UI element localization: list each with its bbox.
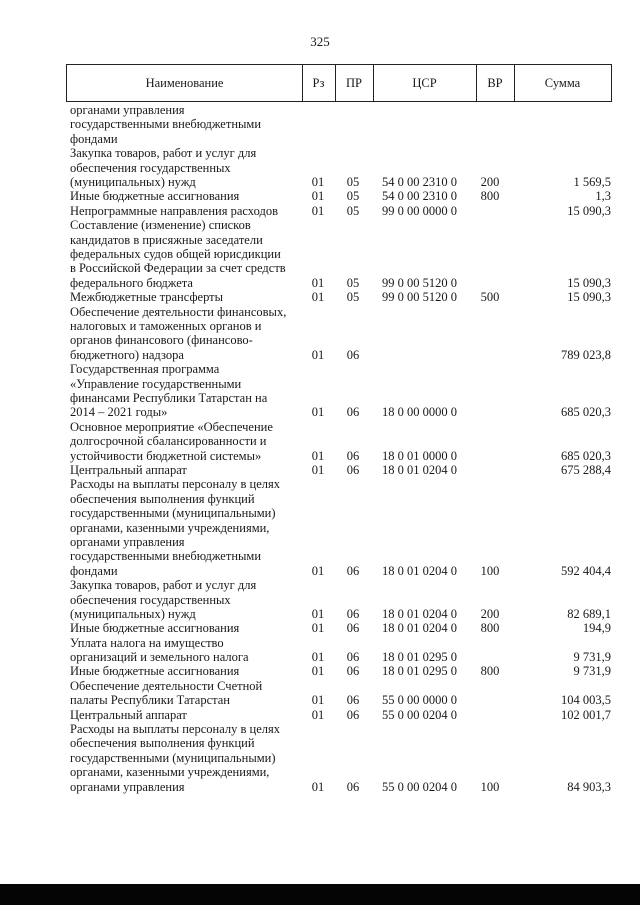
table-row xyxy=(0,420,640,463)
row-name-line: Центральный аппарат xyxy=(70,707,187,722)
table-row xyxy=(0,189,640,203)
row-name xyxy=(70,477,291,578)
row-pr: 06 xyxy=(346,650,360,665)
table-row xyxy=(0,146,640,189)
table-row xyxy=(0,477,640,578)
row-sum: 104 003,5 xyxy=(561,693,611,708)
row-pr: 06 xyxy=(346,693,360,708)
row-name-line: организаций и земельного налога xyxy=(70,650,249,665)
row-name-line: Непрограммные направления расходов xyxy=(70,203,278,218)
row-csr: 99 0 00 5120 0 xyxy=(382,290,457,305)
row-pr: 06 xyxy=(346,606,360,621)
row-name-line: налоговых и таможенных органов и xyxy=(70,318,262,333)
row-name xyxy=(70,218,291,290)
row-vr: 200 xyxy=(480,174,500,189)
table-row xyxy=(0,708,640,722)
row-name-line: Закупка товаров, работ и услуг для xyxy=(70,578,257,593)
header-rz: Рз xyxy=(302,65,336,101)
row-name-line: органами управления xyxy=(70,534,185,549)
row-name-line: фондами xyxy=(70,131,118,146)
row-rz: 01 xyxy=(311,290,325,305)
row-name-line: кандидатов в присяжные заседатели xyxy=(70,232,263,247)
row-name-line: Иные бюджетные ассигнования xyxy=(70,664,240,679)
row-name-line: Обеспечение деятельности финансовых, xyxy=(70,304,287,319)
row-sum: 84 903,3 xyxy=(567,779,611,794)
row-sum: 194,9 xyxy=(582,621,611,636)
header-vr: ВР xyxy=(476,65,515,101)
row-rz: 01 xyxy=(311,174,325,189)
row-name-line: Уплата налога на имущество xyxy=(70,635,224,650)
table-row xyxy=(0,362,640,420)
row-name xyxy=(70,664,291,678)
row-name xyxy=(70,722,291,794)
row-vr: 200 xyxy=(480,606,500,621)
row-rz: 01 xyxy=(311,563,325,578)
row-name xyxy=(70,204,291,218)
row-pr: 06 xyxy=(346,621,360,636)
row-rz: 01 xyxy=(311,606,325,621)
row-csr: 99 0 00 5120 0 xyxy=(382,275,457,290)
row-name xyxy=(70,362,291,420)
row-name-line: Расходы на выплаты персоналу в целях xyxy=(70,722,280,737)
row-rz: 01 xyxy=(311,707,325,722)
table-row xyxy=(0,305,640,363)
row-sum: 685 020,3 xyxy=(561,405,611,420)
row-name-line: финансами Республики Татарстан на xyxy=(70,390,268,405)
row-vr: 800 xyxy=(480,189,500,204)
row-name xyxy=(70,679,291,708)
row-name xyxy=(70,189,291,203)
row-pr: 05 xyxy=(346,189,360,204)
row-name xyxy=(70,103,291,146)
row-sum: 82 689,1 xyxy=(567,606,611,621)
row-sum: 15 090,3 xyxy=(567,275,611,290)
header-sum: Сумма xyxy=(544,76,581,90)
row-name-line: органами, казенными учреждениями, xyxy=(70,765,270,780)
table-row xyxy=(0,463,640,477)
table-row xyxy=(0,103,640,146)
table-header xyxy=(66,64,612,102)
row-sum: 15 090,3 xyxy=(567,203,611,218)
row-rz: 01 xyxy=(311,650,325,665)
row-rz: 01 xyxy=(311,779,325,794)
row-name xyxy=(70,290,291,304)
row-csr: 18 0 01 0204 0 xyxy=(382,563,457,578)
row-name xyxy=(70,420,291,463)
row-csr: 99 0 00 0000 0 xyxy=(382,203,457,218)
row-name-line: Межбюджетные трансферты xyxy=(70,290,224,305)
row-name xyxy=(70,578,291,621)
row-pr: 05 xyxy=(346,174,360,189)
row-rz: 01 xyxy=(311,448,325,463)
row-name-line: Иные бюджетные ассигнования xyxy=(70,621,240,636)
table-row xyxy=(0,621,640,635)
row-pr: 06 xyxy=(346,405,360,420)
row-name-line: государственными внебюджетными xyxy=(70,549,262,564)
row-name-line: (муниципальных) нужд xyxy=(70,175,196,189)
row-name-line: Основное мероприятие «Обеспечение xyxy=(70,419,273,434)
row-name-line: «Управление государственными xyxy=(70,376,242,391)
row-name-line: государственными (муниципальными) xyxy=(70,506,276,521)
page-number: 325 xyxy=(310,34,330,49)
row-vr: 100 xyxy=(480,779,500,794)
row-vr: 500 xyxy=(480,290,500,305)
row-csr: 18 0 01 0204 0 xyxy=(382,462,457,477)
row-csr: 55 0 00 0000 0 xyxy=(382,693,457,708)
header-csr: ЦСР xyxy=(373,65,477,101)
row-name xyxy=(70,636,291,665)
row-rz: 01 xyxy=(311,462,325,477)
table-row xyxy=(0,578,640,621)
row-csr: 18 0 01 0204 0 xyxy=(382,621,457,636)
row-vr: 800 xyxy=(480,621,500,636)
budget-table-body xyxy=(0,103,640,794)
row-pr: 06 xyxy=(346,707,360,722)
row-vr: 800 xyxy=(480,664,500,679)
row-name-line: Обеспечение деятельности Счетной xyxy=(70,678,263,693)
row-csr: 55 0 00 0204 0 xyxy=(382,707,457,722)
row-name xyxy=(70,146,291,189)
row-name-line: Расходы на выплаты персоналу в целях xyxy=(70,477,280,492)
row-name-line: органами, казенными учреждениями, xyxy=(70,520,270,535)
row-name-line: Составление (изменение) списков xyxy=(70,218,251,233)
row-csr: 55 0 00 0204 0 xyxy=(382,779,457,794)
row-csr: 54 0 00 2310 0 xyxy=(382,189,457,204)
row-name-line: органами управления xyxy=(70,103,185,117)
row-name-line: обеспечения государственных xyxy=(70,160,231,175)
row-name-line: государственными (муниципальными) xyxy=(70,750,276,765)
row-name xyxy=(70,708,291,722)
row-name-line: Государственная программа xyxy=(70,362,220,377)
row-csr: 18 0 00 0000 0 xyxy=(382,405,457,420)
row-name-line: федеральных судов общей юрисдикции xyxy=(70,246,281,261)
header-name: Наименование xyxy=(67,65,303,101)
row-name xyxy=(70,305,291,363)
row-rz: 01 xyxy=(311,275,325,290)
row-name-line: Закупка товаров, работ и услуг для xyxy=(70,146,257,161)
row-sum: 15 090,3 xyxy=(567,290,611,305)
row-rz: 01 xyxy=(311,189,325,204)
row-sum: 1 569,5 xyxy=(573,174,611,189)
row-name-line: обеспечения государственных xyxy=(70,592,231,607)
row-pr: 06 xyxy=(346,664,360,679)
row-sum: 102 001,7 xyxy=(561,707,611,722)
table-row xyxy=(0,664,640,678)
table-row xyxy=(0,290,640,304)
row-name-line: (муниципальных) нужд xyxy=(70,606,196,621)
row-pr: 05 xyxy=(346,203,360,218)
row-pr: 05 xyxy=(346,275,360,290)
row-rz: 01 xyxy=(311,621,325,636)
row-name-line: государственными внебюджетными xyxy=(70,117,262,132)
row-vr: 100 xyxy=(480,563,500,578)
table-row xyxy=(0,679,640,708)
row-name-line: в Российской Федерации за счет средств xyxy=(70,261,286,276)
table-row xyxy=(0,636,640,665)
row-name-line: обеспечения выполнения функций xyxy=(70,491,255,506)
row-rz: 01 xyxy=(311,693,325,708)
row-pr: 06 xyxy=(346,779,360,794)
table-row xyxy=(0,204,640,218)
row-sum: 9 731,9 xyxy=(573,650,611,665)
row-csr: 54 0 00 2310 0 xyxy=(382,174,457,189)
row-csr: 18 0 01 0000 0 xyxy=(382,448,457,463)
row-pr: 06 xyxy=(346,448,360,463)
row-name-line: фондами xyxy=(70,563,118,578)
row-name xyxy=(70,621,291,635)
row-name-line: обеспечения выполнения функций xyxy=(70,736,255,751)
row-csr: 18 0 01 0295 0 xyxy=(382,650,457,665)
row-sum: 1,3 xyxy=(595,189,611,204)
row-pr: 06 xyxy=(346,563,360,578)
row-rz: 01 xyxy=(311,664,325,679)
table-row xyxy=(0,722,640,794)
row-pr: 06 xyxy=(346,347,360,362)
row-name-line: федерального бюджета xyxy=(70,275,193,290)
row-name-line: 2014 – 2021 годы» xyxy=(70,405,168,420)
row-sum: 675 288,4 xyxy=(561,462,611,477)
row-name-line: органов финансового (финансово- xyxy=(70,333,253,348)
row-name-line: устойчивости бюджетной системы» xyxy=(70,448,262,463)
row-name-line: Иные бюджетные ассигнования xyxy=(70,189,240,204)
row-name-line: палаты Республики Татарстан xyxy=(70,693,230,708)
row-name-line: бюджетного) надзора xyxy=(70,347,184,362)
row-sum: 592 404,4 xyxy=(561,563,611,578)
row-sum: 685 020,3 xyxy=(561,448,611,463)
row-name-line: Центральный аппарат xyxy=(70,462,187,477)
row-name-line: органами управления xyxy=(70,779,185,794)
row-pr: 05 xyxy=(346,290,360,305)
row-sum: 789 023,8 xyxy=(561,347,611,362)
row-rz: 01 xyxy=(311,203,325,218)
row-csr: 18 0 01 0295 0 xyxy=(382,664,457,679)
row-rz: 01 xyxy=(311,405,325,420)
scan-bottom-edge xyxy=(0,884,640,905)
row-name xyxy=(70,463,291,477)
header-pr: ПР xyxy=(335,65,374,101)
row-csr: 18 0 01 0204 0 xyxy=(382,606,457,621)
table-row xyxy=(0,218,640,290)
row-rz: 01 xyxy=(311,347,325,362)
row-pr: 06 xyxy=(346,462,360,477)
row-name-line: долгосрочной сбалансированности и xyxy=(70,434,267,449)
row-sum: 9 731,9 xyxy=(573,664,611,679)
